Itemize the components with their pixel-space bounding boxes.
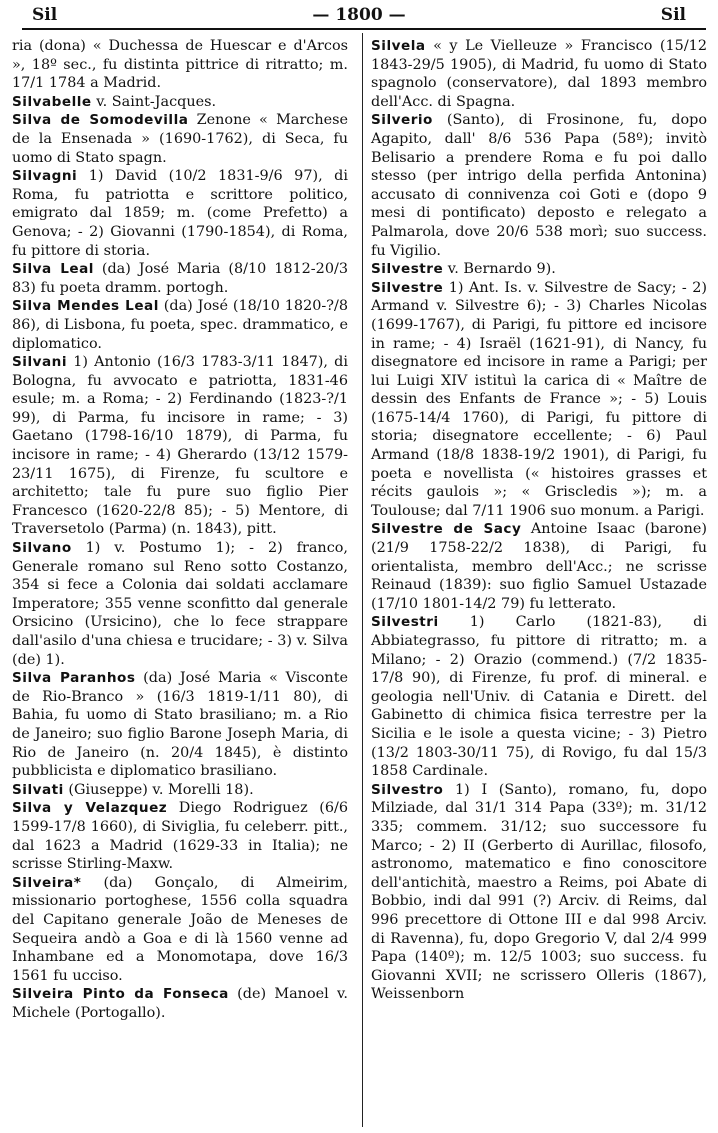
entry-text: (Santo), di Frosinone, fu, dopo Agapito, dall' 8/6 536 Papa (58º); invitò Belisario a prendere Roma e fu poi dallo stesso (per intrigo della perfida Antonina) accusato di connivenza coi Goti e (dopo 9 mesi di pontificato) deposto e relegato a Palmarola, dove 20/6 538 morì; suo success. fu Vigilio. — [371, 112, 707, 259]
entry-headword: Silveira Pinto da Fonseca — [12, 986, 229, 1003]
entry-headword: Silva Leal — [12, 261, 94, 278]
entry-text: (da) José Maria (8/10 1812-20/3 83) fu poeta dramm. portogh. — [12, 261, 348, 296]
entry-headword: Silverio — [371, 112, 433, 129]
dictionary-entry — [12, 111, 348, 167]
entry-headword: Silvestre — [371, 279, 444, 296]
dictionary-entry — [371, 37, 707, 111]
dictionary-entry — [12, 799, 348, 873]
page-number: — 1800 — — [312, 5, 406, 25]
dictionary-entry — [12, 353, 348, 539]
entry-headword: Silvabelle — [12, 93, 92, 110]
entry-text: 1) David (10/2 1831-9/6 97), di Roma, fu patriotta e scrittore politico, emigrato dal 1859; m. (come Prefetto) a Genova; - 2) Giovanni (1790-1854), di Roma, fu pittore di storia. — [12, 168, 348, 259]
right-column — [371, 37, 707, 1004]
entry-text: Zenone « Marchese de la Ensenada » (1690-1762), di Seca, fu uomo di Stato spagn. — [12, 112, 349, 166]
dictionary-entry — [371, 613, 707, 780]
dictionary-entry — [12, 874, 348, 986]
dictionary-entry — [371, 260, 707, 279]
dictionary-entry — [371, 520, 707, 613]
header-rule — [22, 28, 706, 30]
entry-text: (da) José (18/10 1820-?/8 86), di Lisbona, fu poeta, spec. drammatico, e diplomatico. — [12, 298, 348, 352]
entry-text: ria (dona) « Duchessa de Huescar e d'Arcos », 18º sec., fu distinta pittrice di ritratto; m. 17/1 1784 a Madrid. — [12, 38, 348, 92]
entry-headword: Silva y Velazquez — [12, 800, 168, 817]
dictionary-entry — [12, 669, 348, 781]
entry-text: 1) v. Postumo 1); - 2) franco, Generale romano sul Reno sotto Costanzo, 354 si fece a Colonia dai soldati acclamare Imperatore; 355 venne sconfitto dal generale Orsicino (Ursicino), che lo fece strappare dall'asilo d'una chiesa e trucidare; - 3) v. Silva (de) 1). — [12, 540, 348, 668]
entry-text: v. Saint-Jacques. — [91, 93, 217, 110]
dictionary-entry — [12, 539, 348, 669]
header-right-word: Sil — [660, 5, 686, 25]
page-header — [0, 0, 718, 30]
dictionary-entry — [371, 111, 707, 260]
entry-headword: Silvati — [12, 781, 64, 798]
dictionary-entry — [12, 37, 348, 93]
header-left-word: Sil — [32, 5, 58, 25]
entry-text: 1) I (Santo), romano, fu, dopo Milziade, dal 31/1 314 Papa (33º); m. 31/12 335; commem. 31/12; suo successore fu Marco; - 2) II (Gerberto di Aurillac, filosofo, astronomo, matematico e fino conoscitore dell'antichità, maestro a Reims, poi Abate di Bobbio, indi dal 991 (?) Arciv. di Reims, dal 996 precettore di Ottone III e dal 998 Arciv. di Ravenna), fu, dopo Gregorio V, dal 2/4 999 Papa (140º); m. 12/5 1003; suo success. fu Giovanni XVII; ne scrissero Olleris (1867), Weissenborn — [371, 781, 707, 1003]
left-column — [12, 37, 348, 1022]
entry-text: (da) Gonçalo, di Almeirim, missionario portoghese, 1556 colla squadra del Capitano generale João de Meneses de Sequeira andò a Goa e di là 1560 venne ad Inhambane ed a Monomotapa, dove 16/3 1561 fu ucciso. — [12, 874, 348, 984]
entry-text: v. Bernardo 9). — [443, 261, 556, 278]
entry-text: (de) Manoel v. Michele (Portogallo). — [12, 986, 348, 1021]
entry-text: Diego Rodriguez (6/6 1599-17/8 1660), di Siviglia, fu celeberr. pitt., dal 1623 a Madrid (1629-33 in Italia); ne scrisse Stirling-Maxw. — [12, 800, 348, 873]
entry-headword: Silvestre de Sacy — [371, 521, 522, 538]
entry-headword: Silva Mendes Leal — [12, 298, 159, 315]
dictionary-entry — [371, 279, 707, 521]
entry-headword: Silvano — [12, 540, 72, 557]
dictionary-entry — [371, 781, 707, 1004]
entry-text: 1) Ant. Is. v. Silvestre de Sacy; - 2) Armand v. Silvestre 6); - 3) Charles Nicolas (1699-1767), di Parigi, fu pittore ed incisore in rame; - 4) Israël (1621-91), di Nancy, fu disegnatore ed incisore in rame a Parigi; per lui Luigi XIV istituì la carica di « Maître de dessin des Enfants de France »; - 5) Louis (1675-14/4 1760), di Parigi, fu pittore di storia; disegnatore eccellente; - 6) Paul Armand (18/8 1838-19/2 1901), di Parigi, fu poeta e novellista (« histoires grasses et récits gaulois »; « Griscledis »); m. a Toulouse; dal 7/11 1906 suo monum. a Parigi. — [371, 279, 707, 519]
entry-headword: Silvestro — [371, 781, 444, 798]
entry-text: Antoine Isaac (barone) (21/9 1758-22/2 1838), di Parigi, fu orientalista, membro dell'Acc.; ne scrisse Reinaud (1839): suo figlio Samuel Ustazade (17/10 1801-14/2 79) fu letterato. — [371, 521, 707, 612]
dictionary-entry — [12, 167, 348, 260]
dictionary-entry — [12, 260, 348, 297]
entry-headword: Silvani — [12, 354, 67, 371]
entry-headword: Silvestre — [371, 261, 444, 278]
dictionary-entry — [12, 985, 348, 1022]
entry-text: 1) Carlo (1821-83), di Abbiategrasso, fu pittore di ritratto; m. a Milano; - 2) Orazio (commend.) (7/2 1835-17/8 90), di Firenze, fu prof. di mineral. e geologia nell'Univ. di Catania e Dirett. del Gabinetto di chimica fisica terrestre per la Sicilia e le isole a questa vicine; - 3) Pietro (13/2 1803-30/11 75), di Rovigo, fu dal 15/3 1858 Cardinale. — [371, 614, 707, 780]
entry-headword: Silvestri — [371, 614, 439, 631]
entry-text: « y Le Vielleuze » Francisco (15/12 1843-29/5 1905), di Madrid, fu uomo di Stato spagnolo (conservatore), dal 1893 membro dell'Acc. di Spagna. — [371, 38, 707, 110]
entry-headword: Silvela — [371, 38, 426, 54]
dictionary-entry — [12, 297, 348, 353]
column-divider — [362, 33, 363, 1127]
entry-text: (da) José Maria « Visconte de Rio-Branco » (16/3 1819-1/11 80), di Bahia, fu uomo di Stato brasiliano; m. a Rio de Janeiro; suo figlio Barone Joseph Maria, di Rio de Janeiro (n. 20/4 1845), è distinto pubblicista e diplomatico brasiliano. — [12, 670, 348, 780]
entry-headword: Silveira* — [12, 874, 82, 891]
entry-text: (Giuseppe) v. Morelli 18). — [63, 781, 254, 798]
dictionary-entry — [12, 93, 348, 112]
dictionary-entry — [12, 781, 348, 800]
entry-text: 1) Antonio (16/3 1783-3/11 1847), di Bologna, fu avvocato e patriotta, 1831-46 esule; m. a Roma; - 2) Ferdinando (1823-?/1 99), di Parma, fu incisore in rame; - 3) Gaetano (1798-16/10 1879), di Parma, fu incisore in rame; - 4) Gherardo (13/12 1579-23/11 1675), di Firenze, fu scultore e architetto; tale fu pure suo figlio Pier Francesco (1620-22/8 85); - 5) Mentore, di Traversetolo (Parma) (n. 1843), pitt. — [12, 354, 348, 538]
entry-headword: Silva Paranhos — [12, 670, 136, 687]
entry-headword: Silvagni — [12, 168, 78, 185]
entry-headword: Silva de Somodevilla — [12, 112, 189, 129]
